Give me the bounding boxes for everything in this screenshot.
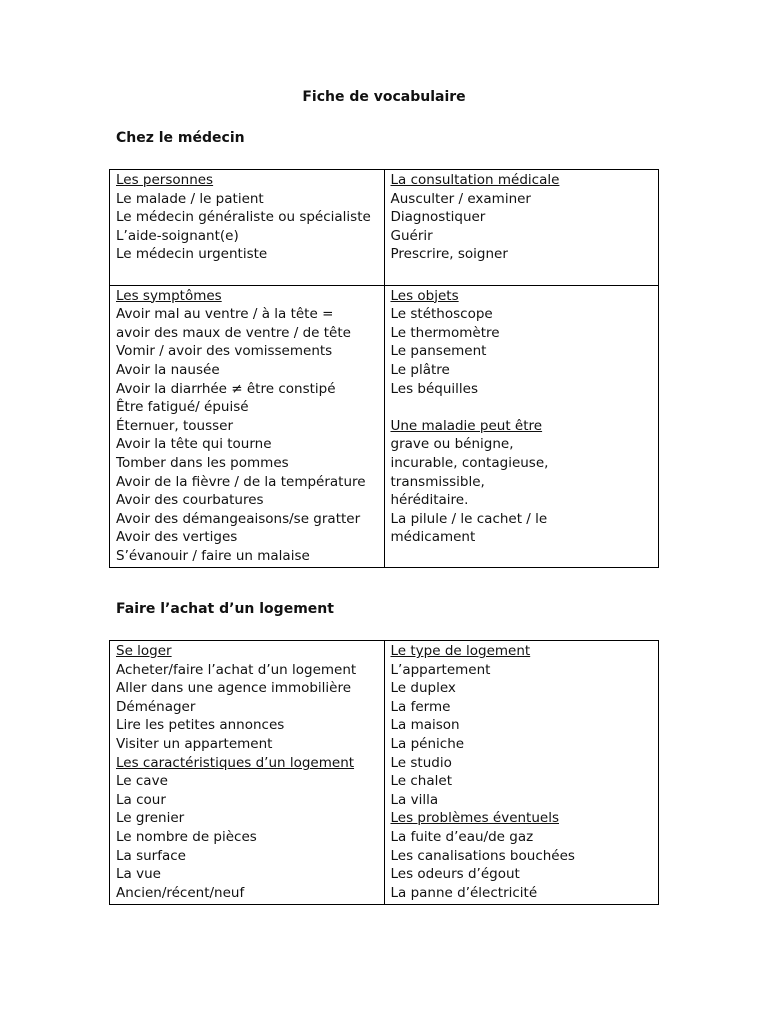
vocab-entry: La péniche: [390, 735, 465, 752]
vocab-entry: L’aide-soignant(e): [116, 227, 239, 244]
vocab-entry: La maison: [390, 717, 460, 734]
category-heading: Les symptômes: [116, 287, 222, 304]
vocab-table-logement: [109, 640, 659, 905]
vocab-entry: La pilule / le cachet / le: [390, 510, 548, 527]
vocab-entry: [116, 264, 378, 283]
vocab-entry: La ferme: [390, 698, 451, 715]
vocab-entry: Le duplex: [390, 680, 456, 697]
vocab-entry: Ausculter / examiner: [390, 190, 531, 207]
vocab-entry: Avoir des vertiges: [116, 529, 238, 546]
vocab-entry: Vomir / avoir des vomissements: [116, 343, 333, 360]
vocab-entry: Visiter un appartement: [116, 735, 273, 752]
table-cell-right: [384, 641, 659, 905]
table-cell-left: [110, 285, 385, 568]
vocab-entry: Le plâtre: [390, 361, 450, 378]
vocab-entry: Éternuer, tousser: [116, 417, 234, 434]
table-row: [110, 641, 659, 905]
vocab-entry: Le cave: [116, 773, 168, 790]
vocab-entry: Le chalet: [390, 773, 452, 790]
vocab-entry: Le pansement: [390, 343, 487, 360]
vocab-entry: Aller dans une agence immobilière: [116, 680, 352, 697]
vocab-entry: grave ou bénigne,: [390, 436, 514, 453]
section-heading-medecin: Chez le médecin: [116, 130, 245, 146]
vocab-entry: La villa: [390, 791, 439, 808]
vocab-entry: Guérir: [390, 227, 433, 244]
vocab-entry: Avoir de la fièvre / de la température: [116, 473, 366, 490]
vocab-entry: S’évanouir / faire un malaise: [116, 547, 310, 564]
category-heading: Une maladie peut être: [390, 417, 543, 434]
vocab-entry: Le studio: [390, 754, 452, 771]
vocab-entry: médicament: [390, 529, 476, 546]
table-cell-right: [384, 285, 659, 568]
vocab-entry: Avoir la tête qui tourne: [116, 436, 272, 453]
vocab-entry: Le nombre de pièces: [116, 828, 257, 845]
category-heading: Se loger: [116, 643, 172, 659]
table-cell-left: [110, 641, 385, 905]
section-heading-logement: Faire l’achat d’un logement: [116, 601, 334, 617]
vocab-entry: Ancien/récent/neuf: [116, 884, 245, 901]
vocab-entry: La panne d’électricité: [390, 884, 538, 901]
vocab-entry: Avoir des démangeaisons/se gratter: [116, 510, 361, 527]
category-heading: Le type de logement: [390, 643, 531, 659]
category-heading: Les personnes: [116, 172, 214, 188]
vocab-entry: La fuite d’eau/de gaz: [390, 828, 534, 845]
vocab-entry: La surface: [116, 847, 186, 864]
vocab-entry: Tomber dans les pommes: [116, 454, 289, 471]
vocab-entry: Les canalisations bouchées: [390, 847, 575, 864]
document-title: Fiche de vocabulaire: [302, 89, 466, 105]
vocab-entry: Prescrire, soigner: [390, 246, 508, 263]
vocab-entry: Déménager: [116, 698, 196, 715]
table-cell-right: [384, 170, 659, 286]
table-cell-left: [110, 170, 385, 286]
category-heading: Les caractéristiques d’un logement: [116, 754, 355, 771]
vocab-entry: Avoir des courbatures: [116, 492, 264, 509]
vocab-entry: Lire les petites annonces: [116, 717, 285, 734]
table-row: [110, 170, 659, 286]
category-heading: La consultation médicale: [390, 172, 560, 188]
category-heading: Les problèmes éventuels: [390, 810, 559, 827]
vocab-entry: Avoir mal au ventre / à la tête =: [116, 306, 334, 323]
vocab-entry: Le médecin urgentiste: [116, 246, 268, 263]
vocab-entry: incurable, contagieuse,: [390, 454, 549, 471]
vocab-entry: Le médecin généraliste ou spécialiste: [116, 209, 371, 226]
vocab-entry: Le malade / le patient: [116, 190, 264, 207]
vocab-entry: Les odeurs d’égout: [390, 866, 520, 883]
vocab-entry: Avoir la diarrhée ≠ être constipé: [116, 380, 336, 397]
vocab-entry: La vue: [116, 866, 161, 883]
vocab-entry: Le stéthoscope: [390, 306, 493, 323]
vocab-entry: Le thermomètre: [390, 324, 500, 341]
vocab-entry: héréditaire.: [390, 492, 469, 509]
vocab-entry: Les béquilles: [390, 380, 479, 397]
vocab-entry: Avoir la nausée: [116, 361, 220, 378]
vocab-entry: La cour: [116, 791, 166, 808]
vocab-entry: [391, 398, 653, 417]
vocab-table-medecin: [109, 169, 659, 568]
table-row: [110, 285, 659, 568]
vocab-entry: transmissible,: [390, 473, 485, 490]
vocab-entry: L’appartement: [390, 661, 491, 678]
category-heading: Les objets: [390, 287, 459, 304]
vocab-entry: Acheter/faire l’achat d’un logement: [116, 661, 357, 678]
vocab-entry: avoir des maux de ventre / de tête: [116, 324, 351, 341]
vocab-entry: Le grenier: [116, 810, 185, 827]
vocab-entry: Diagnostiquer: [390, 209, 486, 226]
vocab-entry: Être fatigué/ épuisé: [116, 399, 249, 416]
